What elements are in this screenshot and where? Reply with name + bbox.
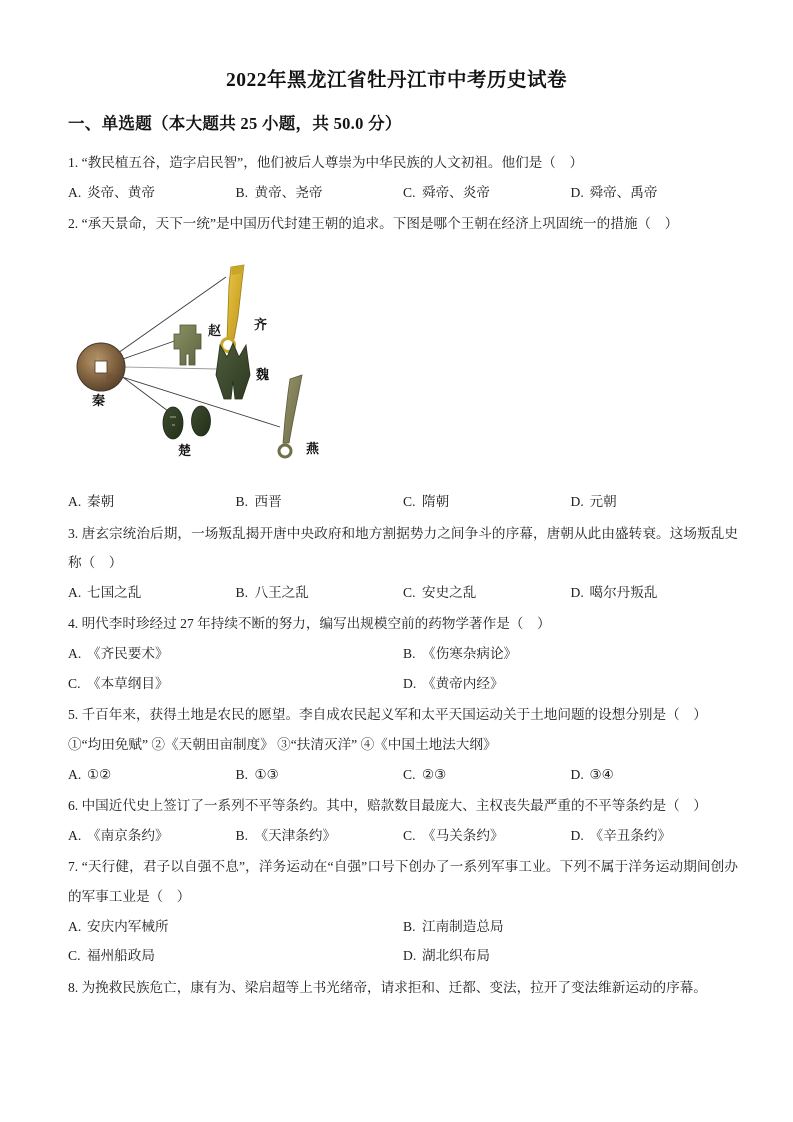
question-options [68,578,738,608]
option-d[interactable] [571,821,739,851]
qin-coin-icon [77,343,125,391]
zhao-label: 赵 [208,323,222,339]
option-label: B. [235,584,248,600]
option-a[interactable] [68,639,403,669]
question-3 [68,519,738,608]
option-b[interactable] [236,760,404,790]
option-b[interactable] [236,821,404,851]
question-7 [68,852,738,971]
option-d[interactable] [571,487,739,517]
chu-label: 楚 [178,443,192,459]
question-options-row1 [68,912,738,942]
option-d[interactable] [403,941,738,971]
option-label: B. [235,766,248,782]
qin-currency-unification-diagram [68,245,738,477]
option-text: 元朝 [589,493,617,509]
option-label: D. [403,948,417,964]
question-stem: 6. 中国近代史上签订了一系列不平等条约。其中，赔款数目最庞大、主权丧失最严重的不平等条约是（ ） [68,798,707,814]
option-c[interactable] [403,578,571,608]
question-5 [68,700,738,789]
option-label: A. [68,493,82,509]
option-text: 江南制造总局 [422,918,504,934]
option-label: B. [235,184,248,200]
yan-knife-coin-icon [279,375,302,457]
question-stem: 7. “天行健，君子以自强不息”，洋务运动在“自强”口号下创办了一系列军事工业。下列不属于洋务运动期间创办的军事工业是（ ） [68,859,738,904]
option-label: B. [403,918,416,934]
option-text: 炎帝、黄帝 [87,184,155,200]
option-text: 《本草纲目》 [87,675,169,691]
option-text: 《黄帝内经》 [422,675,504,691]
option-d[interactable] [571,178,739,208]
option-a[interactable] [68,178,236,208]
option-label: A. [68,184,82,200]
option-text: 《马关条约》 [422,827,504,843]
option-text: 噶尔丹叛乱 [589,584,658,600]
option-a[interactable] [68,487,236,517]
option-b[interactable] [236,487,404,517]
option-c[interactable] [403,821,571,851]
option-label: C. [403,493,416,509]
option-text: ③④ [589,766,614,782]
option-text: 《天津条约》 [254,827,337,843]
question-1 [68,148,738,207]
option-label: A. [68,827,82,843]
option-c[interactable] [403,178,571,208]
option-text: 安庆内军械所 [87,918,169,934]
option-label: B. [403,646,416,661]
option-label: D. [570,827,584,843]
option-label: B. [235,493,248,509]
option-c[interactable] [403,487,571,517]
option-text: 《南京条约》 [87,827,169,843]
option-a[interactable] [68,578,236,608]
question-4 [68,609,738,698]
question-8 [68,973,738,1003]
connector-lines [118,277,280,427]
question-options [68,487,738,517]
wei-label: 魏 [256,367,270,383]
question-stem: 5. 千百年来，获得土地是农民的愿望。李自成农民起义军和太平天国运动关于土地问题的设想分别是（ ） [68,707,707,723]
option-text: 西晋 [254,493,282,509]
option-text: 《齐民要术》 [87,646,169,661]
wei-spade-coin-icon [216,343,250,399]
qin-label: 秦 [92,393,106,409]
option-label: C. [403,584,416,600]
option-b[interactable] [403,639,738,669]
option-label: A. [68,766,82,782]
question-6 [68,791,738,850]
option-label: D. [570,766,584,782]
option-b[interactable] [236,178,404,208]
chu-shell-coins-icon [163,406,211,439]
option-a[interactable] [68,760,236,790]
option-text: 《辛丑条约》 [589,827,672,843]
exam-content [0,110,793,1003]
question-options [68,821,738,851]
option-text: 舜帝、炎帝 [422,184,490,200]
option-c[interactable] [403,760,571,790]
zhao-spade-coin-icon [174,325,201,365]
option-text: 湖北织布局 [422,948,490,964]
option-text: ①③ [254,766,279,782]
option-label: A. [68,584,82,600]
option-d[interactable] [571,578,739,608]
option-label: C. [68,675,81,691]
option-label: A. [68,646,82,661]
option-label: B. [235,827,248,843]
option-c[interactable] [68,669,403,699]
option-label: D. [570,184,584,200]
option-text: 隋朝 [422,493,450,509]
option-label: C. [403,766,416,782]
option-label: C. [403,184,416,200]
option-c[interactable] [68,941,403,971]
option-label: A. [68,918,82,934]
section-heading: 一、单选题（本大题共 25 小题，共 50.0 分） [68,114,402,133]
question-stem: 1. “教民植五谷，造字启民智”，他们被后人尊崇为中华民族的人文初祖。他们是（ ） [68,155,584,170]
question-stem: 3. 唐玄宗统治后期，一场叛乱揭开唐中央政府和地方割据势力之间争斗的序幕，唐朝从此由盛转衰。这场叛乱史称（ ） [68,525,738,571]
option-label: D. [403,675,417,691]
question-2 [68,209,738,516]
question-stem: 8. 为挽救民族危亡，康有为、梁启超等上书光绪帝，请求拒和、迁都、变法，拉开了变法维新运动的序幕。 [68,979,707,995]
question-options-row2 [68,941,738,971]
question-stem: 4. 明代李时珍经过 27 年持续不断的努力，编写出规模空前的药物学著作是（ ） [68,616,551,632]
question-options-row1 [68,639,738,669]
option-label: D. [570,493,584,509]
option-a[interactable] [68,821,236,851]
option-text: 福州船政局 [87,948,155,964]
option-label: D. [570,584,584,600]
yan-label: 燕 [306,441,320,457]
option-label: C. [403,827,416,843]
question-sub-items: ①“均田免赋” ②《天朝田亩制度》 ③“扶清灭洋” ④《中国土地法大纲》 [68,736,497,752]
option-d[interactable] [403,669,738,699]
option-text: 《伤寒杂病论》 [422,646,518,661]
page-title: 2022年黑龙江省牡丹江市中考历史试卷 [225,70,567,91]
option-b[interactable] [236,578,404,608]
option-text: ①② [87,766,112,782]
question-options [68,178,738,208]
question-options-row2 [68,669,738,699]
option-text: 安史之乱 [422,584,477,600]
option-text: 七国之乱 [87,584,142,600]
option-text: 舜帝、禹帝 [589,184,658,200]
option-d[interactable] [571,760,739,790]
question-stem: 2. “承天景命，天下一统”是中国历代封建王朝的追求。下图是哪个王朝在经济上巩固统一的措施（ ） [68,216,679,232]
option-label: C. [68,948,81,964]
option-text: 黄帝、尧帝 [254,184,323,200]
option-text: ②③ [422,766,447,782]
qi-label: 齐 [254,317,268,333]
option-a[interactable] [68,912,403,942]
option-text: 秦朝 [87,493,115,509]
option-text: 八王之乱 [254,584,309,600]
option-b[interactable] [403,912,738,942]
question-options [68,760,738,790]
